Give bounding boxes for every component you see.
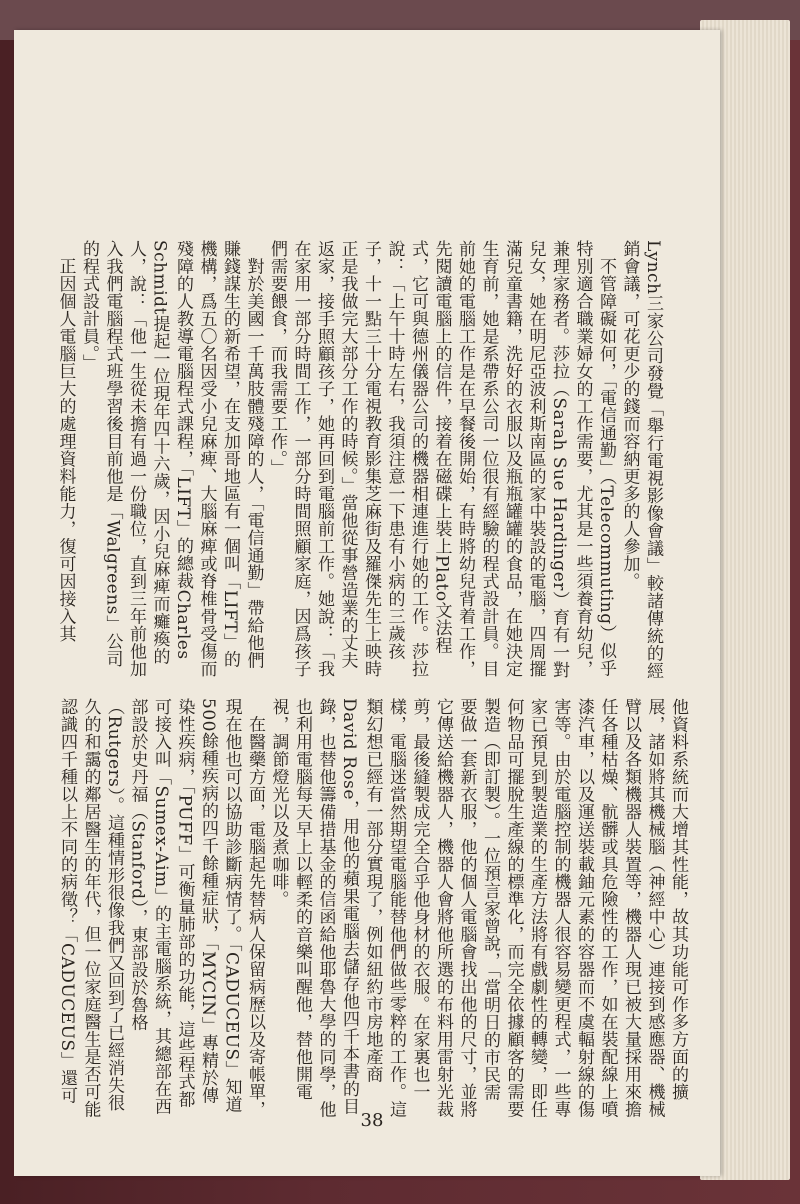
page-number: 38 xyxy=(360,1110,384,1131)
upper-text-block: Lynch三家公司發覺「舉行電視影像會議」較諸傳統的經銷會議，可花更少的錢而容納更多的人參加。 不管障礙如何，「電信通勤」（Telecommuting）似乎特別適合職業婦女的工作需要，尤其是一些須養育幼兒，兼理家務者。莎拉（Sarah Sue Hardinger）育有一對兒女，她在明尼亞波利斯南區的家中裝設的電腦，四周擺滿兒童書籍，洗好的衣服以及瓶瓶罐罐的食品，在她決定生育前，她是系帶系公司一位很有經驗的程式設計員。目前她的電腦工作是在早餐後開始，有時將幼兒背着工作，先閱讀電腦上的信件，接着在磁碟上裝上Plato文法程式，它可與德州儀器公司的機器相連進行她的工作。莎拉說：「上午十時左右，我須注意一下患有小病的三歲孩子，十一點三十分電視教育影集芝麻街及羅傑先生上映時正是我做完大部分工作的時候。」當他從事營造業的丈夫返家，接手照顧孩子，她再回到電腦前工作。她說：「我在家用一部分時間工作，一部分時間照顧家庭，因爲孩子們需要餵食，而我需要工作。」 對於美國一千萬肢體殘障的人，「電信通勤」帶給他們賺錢謀生的新希望，在支加哥地區有一個叫「LIFT」的機構，爲五〇名因受小兒麻痺、大腦麻痺或脊椎骨受傷而殘障的人教導電腦程式課程，「LIFT」的總裁Charles Schmidt提起一位現年四十六歲，因小兒麻痺而癱瘓的人，說：「他一生從未擔有過一份職位，直到三年前他加入我們電腦程式班學習後目前他是「Walgreens」公司的程式設計員。」 正因個人電腦巨大的處理資料能力，復可因接入其 xyxy=(55,240,663,680)
lower-text-block: 他資料系統而大增其性能，故其功能可作多方面的擴展，諸如將其機械腦（神經中心）連接到感應器、機械臂以及各類機器人裝置等，機器人現已被大量採用來擔任各種枯燥、骯髒或具危險性的工作，如在裝配線上噴漆汽車，以及運送裝載鈾元素的容器而不虞輻射線的傷害等。由於電腦控制的機器人很容易變更程式，一些專家已預見到製造業的生產方法將有戲劇性的轉變，即任何物品可擺脫生產線的標準化，而完全依據顧客的需要製造（即訂製）。一位預言家曾說，「當明日的市民需要做一套新衣服，他的個人電腦會找出他的尺寸，並將它傳送給機器人，機器人會將他所選的布料用雷射光裁剪，最後縫製成完全合乎他身材的衣服。在家裏也一樣，電腦迷當然期望電腦能替他們做些零粹的工作。這類幻想已經有一部分實現了，例如紐約市房地產商David Rose，用他的蘋果電腦去儲存他四千本書的目錄，也替他籌備措基金的信函給他耶魯大學的同學，他也利用電腦每天早上以輕柔的音樂叫醒他，替他開電視，調節燈光以及煮咖啡。 在醫藥方面，電腦起先替病人保留病歷以及寄帳單，現在他也可以協助診斷病情了。「CADUCEUS」知道500餘種疾病的四千餘種症狀，「MYCIN」專精於傳染性疾病，「PUFF」可衡量肺部的功能，這些程式都可接入叫「Sumex-Aim」的主電腦系統，其總部在西部設於史丹福（Stanford），東部設於魯格（Rutgers）。這種情形很像我們又回到了已經消失很久的和靄的鄰居醫生的年代，但一位家庭醫生是否可能認識四千種以上不同的病徵？「CADUCEUS」還可 xyxy=(57,698,688,1118)
book-page xyxy=(14,30,720,1176)
